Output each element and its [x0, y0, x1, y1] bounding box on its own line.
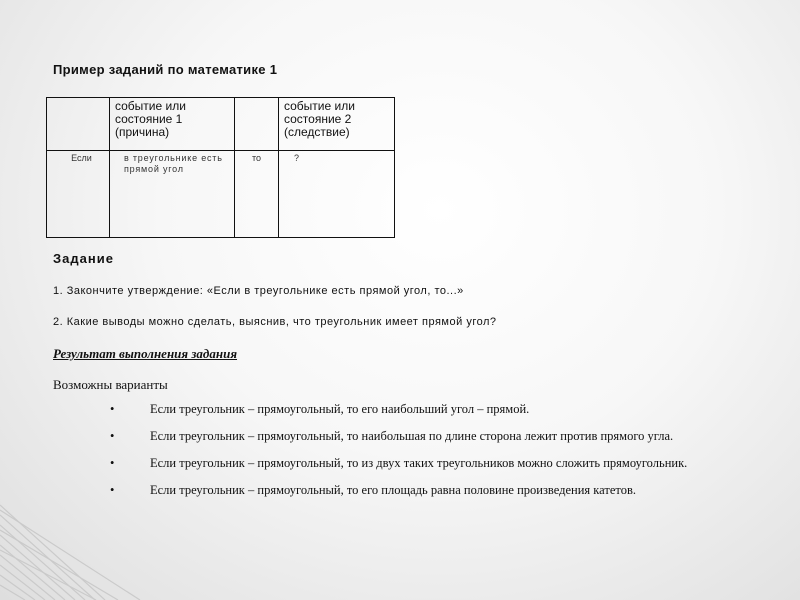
list-item — [112, 403, 694, 415]
option-text: Если треугольник – прямоугольный, то наибольшая по длине сторона лежит против прямого угла. — [150, 429, 674, 443]
table-cell-cause-header: событие или состояние 1 (причина) — [110, 98, 235, 151]
logic-table — [46, 97, 395, 238]
table-cell-effect: ? — [279, 151, 395, 238]
task-item-1: 1. Закончите утверждение: «Если в треугольнике есть прямой угол, то...» — [53, 285, 464, 297]
table-cell-then: то — [235, 151, 279, 238]
bullet-icon: • — [110, 456, 115, 470]
option-text: Если треугольник – прямоугольный, то его площадь равна половине произведения катетов. — [150, 483, 636, 497]
table-row — [47, 151, 395, 238]
list-item — [112, 430, 694, 442]
bullet-icon: • — [110, 483, 115, 497]
option-text: Если треугольник – прямоугольный, то из двух таких треугольников можно сложить прямоугольник. — [150, 456, 688, 470]
table-cell-effect-header: событие или состояние 2 (следствие) — [279, 98, 395, 151]
table-cell-if: Если — [47, 151, 110, 238]
slide-title: Пример заданий по математике 1 — [53, 62, 278, 77]
options-list — [112, 403, 694, 511]
result-heading: Результат выполнения задания — [53, 346, 238, 361]
bullet-icon: • — [110, 429, 115, 443]
bullet-icon: • — [110, 402, 115, 416]
task-item-2: 2. Какие выводы можно сделать, выяснив, что треугольник имеет прямой угол? — [53, 316, 497, 328]
option-text: Если треугольник – прямоугольный, то его наибольший угол – прямой. — [150, 402, 530, 416]
table-cell — [47, 98, 110, 151]
table-cell-cause: в треугольнике есть прямой угол — [110, 151, 235, 238]
variants-label: Возможны варианты — [53, 377, 168, 392]
table-header-row — [47, 98, 395, 151]
table-cell — [235, 98, 279, 151]
list-item — [112, 484, 694, 496]
task-heading: Задание — [53, 251, 114, 266]
list-item — [112, 457, 694, 469]
